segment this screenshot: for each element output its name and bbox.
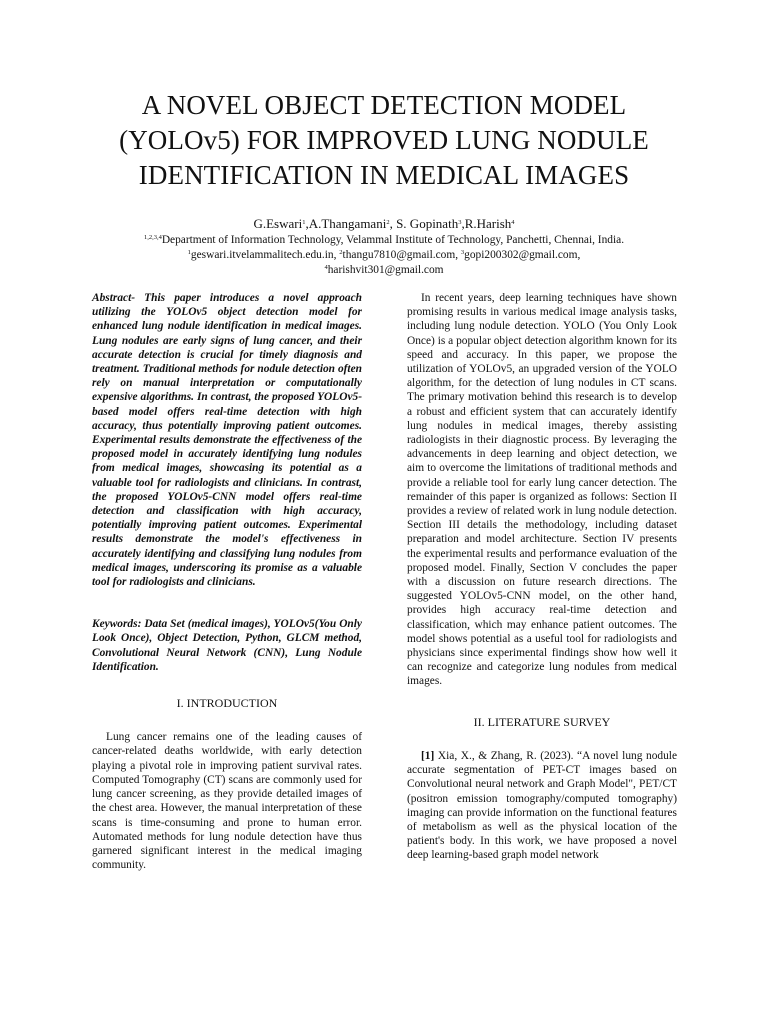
email-line — [40, 263, 728, 278]
section-heading-introduction: I. INTRODUCTION — [176, 696, 278, 711]
email-line — [40, 248, 728, 263]
reference-entry — [407, 749, 677, 863]
affiliation-text: Department of Information Technology, Velammal Institute of Technology, Panchetti, Chennai, India. — [161, 234, 625, 246]
author-name: ,R.Harish — [461, 216, 512, 231]
email-address: harishvit301@gmail.com — [327, 264, 444, 276]
keywords: Keywords: Data Set (medical images), YOLOv5(You Only Look Once), Object Detection, Python, GLCM method, Convolutional Neural Network (CNN), Lung Nodule Identification. — [92, 618, 362, 673]
introduction-paragraph-continued: In recent years, deep learning techniques have shown promising results in various medical image analysis tasks, including lung nodule detection. YOLO (You Only Look Once) is a popular object detection algorithm known for its speed and accuracy. In this paper, we propose the utilization of YOLOv5, an upgraded version of the YOLO algorithm, for the detection of lung nodules in CT scans. The primary motivation behind this research is to develop a robust and efficient system that can accurately identify lung nodules in medical images, thereby assisting radiologists in their diagnostic process. By leveraging the advancements in deep learning and object detection, we aim to overcome the limitations of traditional methods and provide a reliable tool for early lung cancer detection. The remainder of this paper is organized as follows: Section II provides a review of related work in lung nodule detection. Section III details the methodology, including dataset preparation and model architecture. Section IV presents the experimental results and performance evaluation of the proposed model. Finally, Section V concludes the paper with a discussion on future research directions. The suggested YOLOv5-CNN model, on the other hand, provides high accuracy real-time detection and classification, which may enhance patient outcomes. The model shows potential as a useful tool for radiologists and physicians since experimental findings show how well it can recognize and categorize lung nodules from medical images. — [407, 292, 677, 688]
email-list — [40, 248, 728, 278]
abstract: Abstract- This paper introduces a novel approach utilizing the YOLOv5 object detection model for enhanced lung nodule identification in medical images. Lung nodules are early signs of lung cancer, and their accurate detection is crucial for timely diagnosis and treatment. Traditional methods for nodule detection often rely on manual interpretation or computationally expensive algorithms. In contrast, the proposed YOLOv5-based model offers real-time detection with high accuracy, thus potentially improving patient outcomes. Experimental results demonstrate the effectiveness of the proposed model in accurately identifying lung nodules from medical images, showcasing its potential as a valuable tool for radiologists and clinicians. In contrast, the proposed YOLOv5-CNN model offers real-time detection and classification with high accuracy, potentially improving patient outcomes. Experimental results demonstrate the model's effectiveness in accurately identifying and classifying lung nodules from medical images, underscoring its promise as a valuable tool for radiologists and clinicians. — [92, 292, 362, 589]
author-name: , S. Gopinath — [389, 216, 459, 231]
author-index: 2 — [386, 219, 390, 226]
reference-number: [1] — [421, 749, 435, 762]
section-heading-literature-survey: II. LITERATURE SURVEY — [473, 714, 611, 729]
author-index: 3 — [458, 219, 462, 226]
affiliation — [40, 233, 728, 247]
left-column — [92, 291, 362, 872]
author-name: G.Eswari — [253, 216, 303, 231]
email-address: thangu7810@gmail.com, — [342, 249, 461, 261]
introduction-paragraph: Lung cancer remains one of the leading causes of cancer-related deaths worldwide, with early detection playing a pivotal role in improving patient survival rates. Computed Tomography (CT) scans are commonly used for lung cancer screening, as they provide detailed images of the chest area. However, the manual interpretation of these scans is time-consuming and prone to human error. Automated methods for lung nodule detection have thus garnered significant interest in the medical imaging community. — [92, 731, 362, 872]
email-index: 3 — [460, 249, 465, 256]
title-line: (YOLOv5) FOR IMPROVED LUNG NODULE — [119, 125, 649, 155]
affiliation-index: 1,2,3,4 — [143, 234, 162, 241]
email-index: 4 — [324, 264, 328, 271]
title-line: IDENTIFICATION IN MEDICAL IMAGES — [138, 160, 630, 190]
email-index: 1 — [187, 249, 191, 256]
title-line: A NOVEL OBJECT DETECTION MODEL — [141, 90, 627, 120]
email-index: 2 — [339, 249, 343, 256]
reference-text: Xia, X., & Zhang, R. (2023). “A novel lung nodule accurate segmentation of PET-CT images based on Convolutional neural network and Graph Model", PET/CT (positron emission tomography/computed tomography) imaging can provide information on the functional features of metabolism as well as the physical location of the patient's body. In this work, we have proposed a novel deep learning-based graph model network — [407, 749, 677, 862]
author-name: ,A.Thangamani — [305, 216, 387, 231]
author-index: 1 — [302, 219, 306, 226]
email-address: geswari.itvelammalitech.edu.in, — [190, 249, 340, 261]
email-address: gopi200302@gmail.com, — [464, 249, 581, 261]
author-index: 4 — [511, 219, 515, 226]
right-column — [407, 291, 677, 863]
author-list — [40, 216, 728, 232]
paper-title — [60, 88, 708, 193]
